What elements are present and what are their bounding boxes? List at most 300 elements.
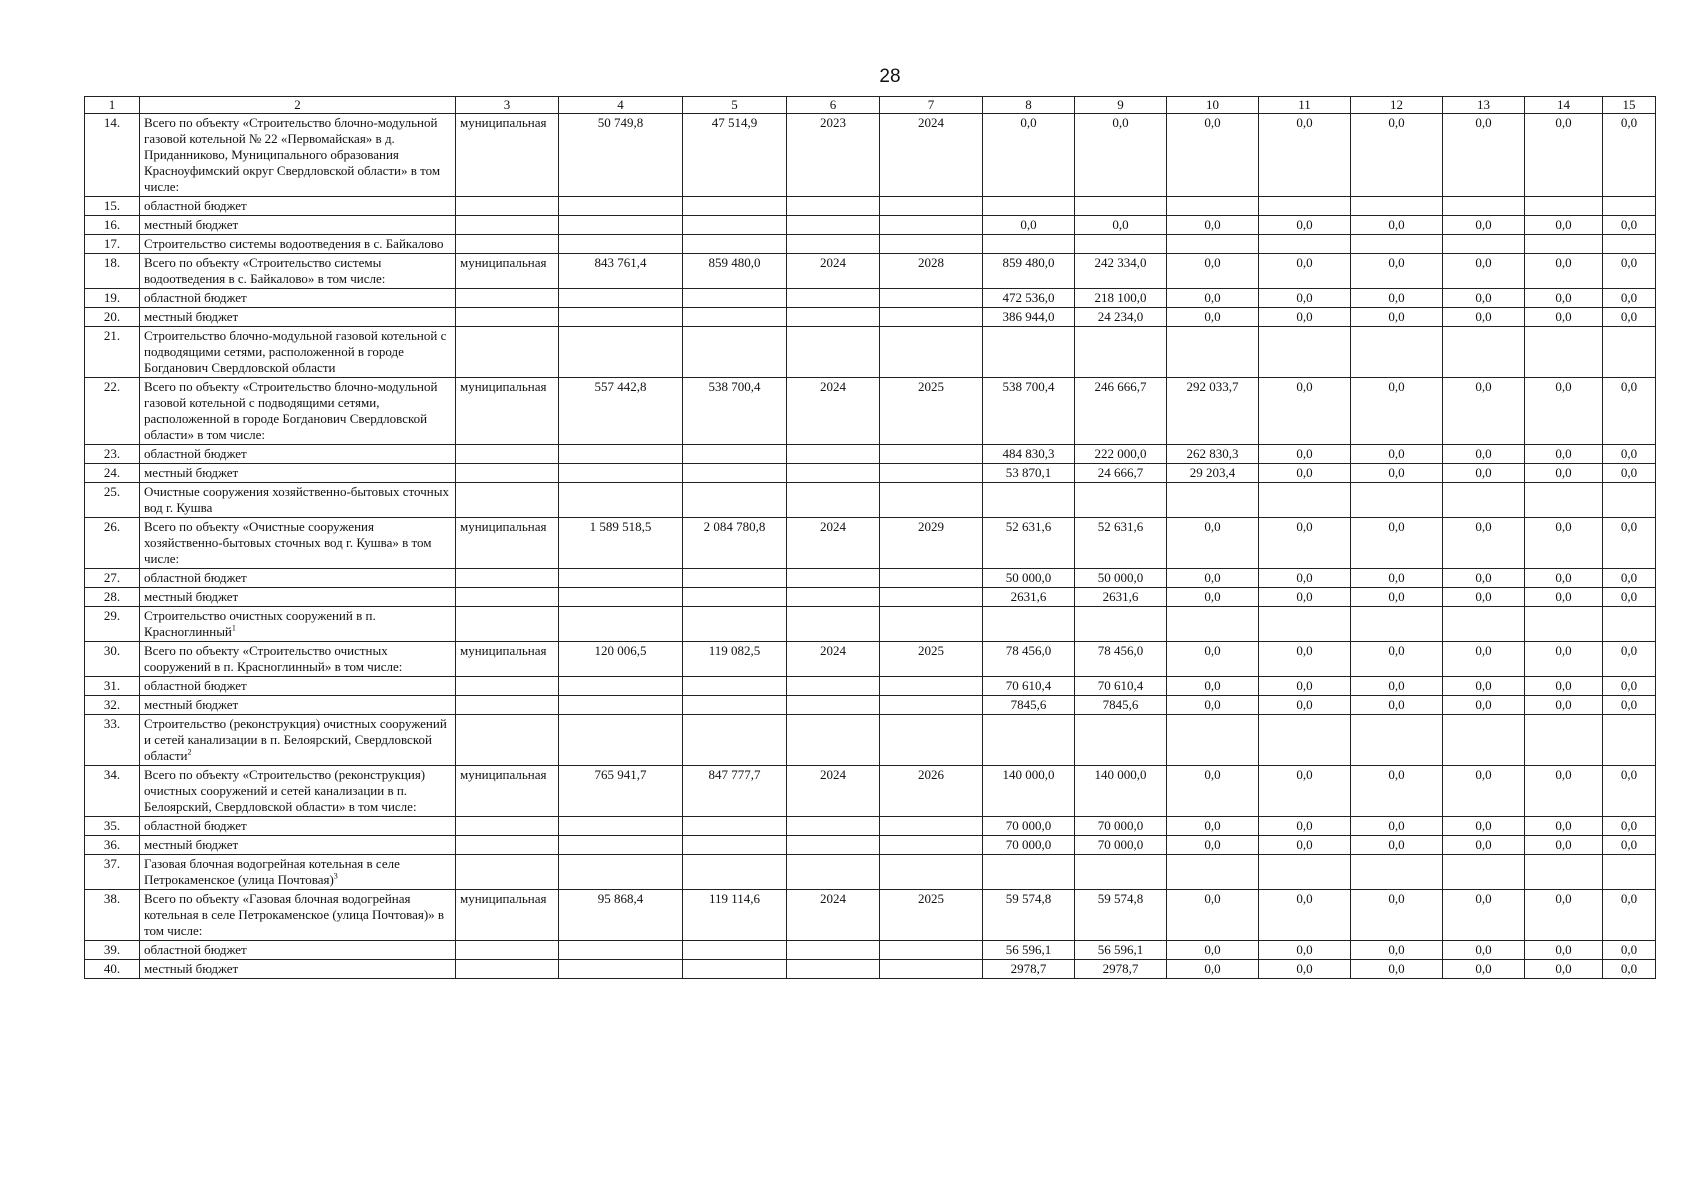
row-description bbox=[140, 483, 456, 518]
cell-col-13: 0,0 bbox=[1443, 378, 1525, 445]
cell-col-5 bbox=[683, 677, 787, 696]
cell-col-15: 0,0 bbox=[1603, 308, 1656, 327]
cell-col-7 bbox=[880, 483, 983, 518]
cell-col-7 bbox=[880, 588, 983, 607]
table-row bbox=[85, 766, 1656, 817]
cell-col-8 bbox=[983, 855, 1075, 890]
table-body bbox=[85, 114, 1656, 979]
row-description bbox=[140, 114, 456, 197]
column-number: 11 bbox=[1259, 97, 1351, 114]
row-number: 25. bbox=[85, 483, 140, 518]
cell-col-15: 0,0 bbox=[1603, 941, 1656, 960]
row-description-text: областной бюджет bbox=[144, 446, 247, 461]
row-description bbox=[140, 216, 456, 235]
cell-col-9 bbox=[1075, 483, 1167, 518]
cell-col-8: 2978,7 bbox=[983, 960, 1075, 979]
row-description-text: Всего по объекту «Очистные сооружения хозяйственно-бытовых сточных вод г. Кушва» в том числе: bbox=[144, 519, 432, 566]
cell-col-10: 0,0 bbox=[1167, 960, 1259, 979]
cell-col-13: 0,0 bbox=[1443, 817, 1525, 836]
cell-col-11 bbox=[1259, 327, 1351, 378]
cell-col-10 bbox=[1167, 715, 1259, 766]
cell-col-13: 0,0 bbox=[1443, 308, 1525, 327]
cell-col-11: 0,0 bbox=[1259, 696, 1351, 715]
cell-col-7: 2029 bbox=[880, 518, 983, 569]
cell-col-7 bbox=[880, 941, 983, 960]
cell-col-4 bbox=[559, 715, 683, 766]
cell-col-11: 0,0 bbox=[1259, 677, 1351, 696]
cell-col-7 bbox=[880, 855, 983, 890]
row-description bbox=[140, 836, 456, 855]
row-number: 22. bbox=[85, 378, 140, 445]
row-number: 39. bbox=[85, 941, 140, 960]
cell-col-9: 7845,6 bbox=[1075, 696, 1167, 715]
cell-col-6 bbox=[787, 445, 880, 464]
cell-col-14 bbox=[1525, 607, 1603, 642]
cell-col-4 bbox=[559, 960, 683, 979]
cell-col-10: 262 830,3 bbox=[1167, 445, 1259, 464]
cell-col-11 bbox=[1259, 483, 1351, 518]
cell-col-8: 56 596,1 bbox=[983, 941, 1075, 960]
cell-col-9: 242 334,0 bbox=[1075, 254, 1167, 289]
cell-col-10: 0,0 bbox=[1167, 308, 1259, 327]
cell-col-7 bbox=[880, 308, 983, 327]
row-description bbox=[140, 642, 456, 677]
cell-col-15: 0,0 bbox=[1603, 445, 1656, 464]
table-row bbox=[85, 378, 1656, 445]
cell-col-4: 120 006,5 bbox=[559, 642, 683, 677]
cell-col-15: 0,0 bbox=[1603, 642, 1656, 677]
cell-col-8: 59 574,8 bbox=[983, 890, 1075, 941]
column-number-row bbox=[85, 97, 1656, 114]
table-row bbox=[85, 642, 1656, 677]
cell-col-11: 0,0 bbox=[1259, 216, 1351, 235]
cell-col-8: 386 944,0 bbox=[983, 308, 1075, 327]
cell-col-13: 0,0 bbox=[1443, 836, 1525, 855]
cell-col-11: 0,0 bbox=[1259, 518, 1351, 569]
cell-col-4 bbox=[559, 855, 683, 890]
cell-col-7 bbox=[880, 715, 983, 766]
cell-col-6 bbox=[787, 715, 880, 766]
cell-col-13 bbox=[1443, 855, 1525, 890]
cell-col-13: 0,0 bbox=[1443, 289, 1525, 308]
cell-col-5 bbox=[683, 445, 787, 464]
cell-col-15: 0,0 bbox=[1603, 817, 1656, 836]
row-description bbox=[140, 960, 456, 979]
cell-col-9 bbox=[1075, 855, 1167, 890]
cell-col-4: 557 442,8 bbox=[559, 378, 683, 445]
budget-table bbox=[84, 96, 1656, 979]
cell-col-8: 53 870,1 bbox=[983, 464, 1075, 483]
cell-col-11 bbox=[1259, 235, 1351, 254]
row-number: 30. bbox=[85, 642, 140, 677]
cell-col-14 bbox=[1525, 235, 1603, 254]
cell-col-13: 0,0 bbox=[1443, 588, 1525, 607]
cell-col-15: 0,0 bbox=[1603, 569, 1656, 588]
cell-col-6 bbox=[787, 836, 880, 855]
cell-col-4 bbox=[559, 464, 683, 483]
cell-col-14 bbox=[1525, 715, 1603, 766]
cell-col-12: 0,0 bbox=[1351, 960, 1443, 979]
table-row bbox=[85, 308, 1656, 327]
cell-col-6 bbox=[787, 817, 880, 836]
table-row bbox=[85, 836, 1656, 855]
cell-col-15: 0,0 bbox=[1603, 677, 1656, 696]
cell-col-8: 859 480,0 bbox=[983, 254, 1075, 289]
cell-col-15: 0,0 bbox=[1603, 114, 1656, 197]
cell-col-3 bbox=[456, 817, 559, 836]
cell-col-11 bbox=[1259, 197, 1351, 216]
cell-col-4 bbox=[559, 607, 683, 642]
cell-col-3: муниципальная bbox=[456, 114, 559, 197]
cell-col-4: 95 868,4 bbox=[559, 890, 683, 941]
row-number: 38. bbox=[85, 890, 140, 941]
cell-col-3 bbox=[456, 696, 559, 715]
cell-col-5 bbox=[683, 569, 787, 588]
cell-col-9: 70 000,0 bbox=[1075, 817, 1167, 836]
cell-col-14: 0,0 bbox=[1525, 518, 1603, 569]
cell-col-14: 0,0 bbox=[1525, 588, 1603, 607]
cell-col-12: 0,0 bbox=[1351, 114, 1443, 197]
cell-col-15: 0,0 bbox=[1603, 518, 1656, 569]
cell-col-15 bbox=[1603, 483, 1656, 518]
cell-col-13: 0,0 bbox=[1443, 766, 1525, 817]
cell-col-8: 70 000,0 bbox=[983, 836, 1075, 855]
cell-col-8 bbox=[983, 197, 1075, 216]
cell-col-4 bbox=[559, 197, 683, 216]
table-row bbox=[85, 941, 1656, 960]
cell-col-3 bbox=[456, 445, 559, 464]
cell-col-11 bbox=[1259, 607, 1351, 642]
cell-col-13 bbox=[1443, 197, 1525, 216]
row-number: 35. bbox=[85, 817, 140, 836]
row-number: 28. bbox=[85, 588, 140, 607]
cell-col-12: 0,0 bbox=[1351, 445, 1443, 464]
cell-col-11: 0,0 bbox=[1259, 642, 1351, 677]
cell-col-7 bbox=[880, 289, 983, 308]
cell-col-14: 0,0 bbox=[1525, 464, 1603, 483]
cell-col-13: 0,0 bbox=[1443, 464, 1525, 483]
cell-col-10: 0,0 bbox=[1167, 696, 1259, 715]
table-row bbox=[85, 715, 1656, 766]
cell-col-5 bbox=[683, 327, 787, 378]
cell-col-8: 472 536,0 bbox=[983, 289, 1075, 308]
row-number: 24. bbox=[85, 464, 140, 483]
cell-col-4 bbox=[559, 817, 683, 836]
row-description bbox=[140, 327, 456, 378]
cell-col-11: 0,0 bbox=[1259, 890, 1351, 941]
cell-col-3: муниципальная bbox=[456, 378, 559, 445]
cell-col-12: 0,0 bbox=[1351, 308, 1443, 327]
column-number: 14 bbox=[1525, 97, 1603, 114]
cell-col-7 bbox=[880, 607, 983, 642]
cell-col-10: 0,0 bbox=[1167, 569, 1259, 588]
cell-col-9: 2631,6 bbox=[1075, 588, 1167, 607]
row-number: 40. bbox=[85, 960, 140, 979]
table-row bbox=[85, 197, 1656, 216]
row-description-text: Очистные сооружения хозяйственно-бытовых сточных вод г. Кушва bbox=[144, 484, 449, 515]
cell-col-12 bbox=[1351, 715, 1443, 766]
cell-col-15 bbox=[1603, 327, 1656, 378]
row-description-text: местный бюджет bbox=[144, 837, 239, 852]
cell-col-11: 0,0 bbox=[1259, 836, 1351, 855]
cell-col-10: 0,0 bbox=[1167, 941, 1259, 960]
cell-col-11: 0,0 bbox=[1259, 960, 1351, 979]
cell-col-3 bbox=[456, 960, 559, 979]
cell-col-7 bbox=[880, 216, 983, 235]
cell-col-3 bbox=[456, 197, 559, 216]
table-row bbox=[85, 696, 1656, 715]
cell-col-12: 0,0 bbox=[1351, 941, 1443, 960]
cell-col-11: 0,0 bbox=[1259, 114, 1351, 197]
cell-col-10 bbox=[1167, 483, 1259, 518]
cell-col-15: 0,0 bbox=[1603, 289, 1656, 308]
row-description bbox=[140, 817, 456, 836]
cell-col-9 bbox=[1075, 715, 1167, 766]
cell-col-14: 0,0 bbox=[1525, 836, 1603, 855]
cell-col-11: 0,0 bbox=[1259, 378, 1351, 445]
cell-col-4 bbox=[559, 445, 683, 464]
cell-col-5 bbox=[683, 464, 787, 483]
cell-col-14: 0,0 bbox=[1525, 677, 1603, 696]
cell-col-10: 0,0 bbox=[1167, 216, 1259, 235]
column-number: 3 bbox=[456, 97, 559, 114]
cell-col-4 bbox=[559, 235, 683, 254]
cell-col-13: 0,0 bbox=[1443, 941, 1525, 960]
cell-col-5 bbox=[683, 289, 787, 308]
cell-col-11: 0,0 bbox=[1259, 941, 1351, 960]
cell-col-13 bbox=[1443, 327, 1525, 378]
cell-col-8 bbox=[983, 483, 1075, 518]
cell-col-4: 1 589 518,5 bbox=[559, 518, 683, 569]
footnote-marker: 2 bbox=[187, 747, 192, 757]
cell-col-7 bbox=[880, 817, 983, 836]
cell-col-10: 0,0 bbox=[1167, 588, 1259, 607]
row-description-text: местный бюджет bbox=[144, 465, 239, 480]
cell-col-12 bbox=[1351, 327, 1443, 378]
cell-col-9: 50 000,0 bbox=[1075, 569, 1167, 588]
cell-col-9 bbox=[1075, 197, 1167, 216]
cell-col-7 bbox=[880, 197, 983, 216]
cell-col-14: 0,0 bbox=[1525, 890, 1603, 941]
cell-col-10: 0,0 bbox=[1167, 766, 1259, 817]
cell-col-8: 50 000,0 bbox=[983, 569, 1075, 588]
cell-col-5 bbox=[683, 836, 787, 855]
cell-col-8: 70 610,4 bbox=[983, 677, 1075, 696]
cell-col-10 bbox=[1167, 197, 1259, 216]
cell-col-11: 0,0 bbox=[1259, 254, 1351, 289]
cell-col-12: 0,0 bbox=[1351, 677, 1443, 696]
cell-col-14: 0,0 bbox=[1525, 817, 1603, 836]
cell-col-4: 765 941,7 bbox=[559, 766, 683, 817]
column-number: 15 bbox=[1603, 97, 1656, 114]
column-number: 8 bbox=[983, 97, 1075, 114]
cell-col-5 bbox=[683, 941, 787, 960]
cell-col-6 bbox=[787, 960, 880, 979]
cell-col-9 bbox=[1075, 327, 1167, 378]
column-number: 7 bbox=[880, 97, 983, 114]
cell-col-6 bbox=[787, 855, 880, 890]
cell-col-4 bbox=[559, 677, 683, 696]
cell-col-5 bbox=[683, 235, 787, 254]
cell-col-8: 0,0 bbox=[983, 216, 1075, 235]
table-row bbox=[85, 960, 1656, 979]
cell-col-15 bbox=[1603, 235, 1656, 254]
cell-col-5 bbox=[683, 607, 787, 642]
row-description-text: областной бюджет bbox=[144, 570, 247, 585]
cell-col-7 bbox=[880, 464, 983, 483]
cell-col-13: 0,0 bbox=[1443, 960, 1525, 979]
cell-col-11: 0,0 bbox=[1259, 445, 1351, 464]
row-number: 15. bbox=[85, 197, 140, 216]
cell-col-7 bbox=[880, 327, 983, 378]
cell-col-11 bbox=[1259, 715, 1351, 766]
cell-col-8: 0,0 bbox=[983, 114, 1075, 197]
cell-col-6 bbox=[787, 308, 880, 327]
row-number: 36. bbox=[85, 836, 140, 855]
row-description-text: местный бюджет bbox=[144, 309, 239, 324]
cell-col-3 bbox=[456, 677, 559, 696]
cell-col-4 bbox=[559, 836, 683, 855]
cell-col-7 bbox=[880, 836, 983, 855]
row-description-text: областной бюджет bbox=[144, 198, 247, 213]
row-description-text: Всего по объекту «Газовая блочная водогрейная котельная в селе Петрокаменское (улица Почтовая)» в том числе: bbox=[144, 891, 445, 938]
row-description bbox=[140, 588, 456, 607]
column-number: 1 bbox=[85, 97, 140, 114]
row-description-text: местный бюджет bbox=[144, 589, 239, 604]
cell-col-3 bbox=[456, 289, 559, 308]
cell-col-3 bbox=[456, 308, 559, 327]
table-row bbox=[85, 569, 1656, 588]
cell-col-14: 0,0 bbox=[1525, 378, 1603, 445]
row-description-text: Всего по объекту «Строительство блочно-модульной газовой котельной с подводящими сетями, расположенной в городе Богданович Свердловской области» в том числе: bbox=[144, 379, 438, 442]
row-number: 23. bbox=[85, 445, 140, 464]
cell-col-3 bbox=[456, 216, 559, 235]
cell-col-8: 7845,6 bbox=[983, 696, 1075, 715]
cell-col-9: 70 610,4 bbox=[1075, 677, 1167, 696]
row-description-text: Строительство очистных сооружений в п. Красноглинный bbox=[144, 608, 376, 639]
cell-col-3 bbox=[456, 607, 559, 642]
cell-col-9: 222 000,0 bbox=[1075, 445, 1167, 464]
cell-col-14: 0,0 bbox=[1525, 960, 1603, 979]
cell-col-12: 0,0 bbox=[1351, 766, 1443, 817]
cell-col-5: 119 114,6 bbox=[683, 890, 787, 941]
cell-col-15: 0,0 bbox=[1603, 216, 1656, 235]
page-number: 28 bbox=[879, 66, 901, 87]
cell-col-13: 0,0 bbox=[1443, 569, 1525, 588]
cell-col-9: 56 596,1 bbox=[1075, 941, 1167, 960]
cell-col-11: 0,0 bbox=[1259, 308, 1351, 327]
cell-col-9 bbox=[1075, 607, 1167, 642]
cell-col-5: 538 700,4 bbox=[683, 378, 787, 445]
cell-col-8 bbox=[983, 235, 1075, 254]
cell-col-7: 2028 bbox=[880, 254, 983, 289]
column-number: 5 bbox=[683, 97, 787, 114]
cell-col-4 bbox=[559, 327, 683, 378]
cell-col-9: 24 666,7 bbox=[1075, 464, 1167, 483]
cell-col-11: 0,0 bbox=[1259, 817, 1351, 836]
cell-col-3 bbox=[456, 235, 559, 254]
cell-col-7 bbox=[880, 677, 983, 696]
cell-col-7: 2025 bbox=[880, 642, 983, 677]
row-description bbox=[140, 855, 456, 890]
column-number: 12 bbox=[1351, 97, 1443, 114]
cell-col-5 bbox=[683, 216, 787, 235]
row-description-text: областной бюджет bbox=[144, 290, 247, 305]
cell-col-11 bbox=[1259, 855, 1351, 890]
table-row bbox=[85, 855, 1656, 890]
row-description bbox=[140, 254, 456, 289]
cell-col-5: 859 480,0 bbox=[683, 254, 787, 289]
cell-col-12: 0,0 bbox=[1351, 464, 1443, 483]
table-row bbox=[85, 235, 1656, 254]
cell-col-6 bbox=[787, 696, 880, 715]
row-description bbox=[140, 715, 456, 766]
cell-col-15 bbox=[1603, 197, 1656, 216]
cell-col-15: 0,0 bbox=[1603, 960, 1656, 979]
row-number: 32. bbox=[85, 696, 140, 715]
cell-col-10: 0,0 bbox=[1167, 677, 1259, 696]
row-description bbox=[140, 235, 456, 254]
row-number: 27. bbox=[85, 569, 140, 588]
cell-col-12: 0,0 bbox=[1351, 216, 1443, 235]
row-description bbox=[140, 677, 456, 696]
row-description bbox=[140, 289, 456, 308]
cell-col-8: 2631,6 bbox=[983, 588, 1075, 607]
cell-col-6 bbox=[787, 216, 880, 235]
cell-col-15: 0,0 bbox=[1603, 378, 1656, 445]
cell-col-3: муниципальная bbox=[456, 518, 559, 569]
cell-col-11: 0,0 bbox=[1259, 766, 1351, 817]
cell-col-14 bbox=[1525, 483, 1603, 518]
cell-col-7 bbox=[880, 960, 983, 979]
cell-col-11: 0,0 bbox=[1259, 464, 1351, 483]
cell-col-15: 0,0 bbox=[1603, 766, 1656, 817]
cell-col-9: 59 574,8 bbox=[1075, 890, 1167, 941]
table-row bbox=[85, 445, 1656, 464]
cell-col-8 bbox=[983, 715, 1075, 766]
cell-col-9 bbox=[1075, 235, 1167, 254]
cell-col-15 bbox=[1603, 715, 1656, 766]
row-description bbox=[140, 941, 456, 960]
cell-col-13 bbox=[1443, 607, 1525, 642]
row-description-text: местный бюджет bbox=[144, 217, 239, 232]
cell-col-6 bbox=[787, 607, 880, 642]
cell-col-12: 0,0 bbox=[1351, 890, 1443, 941]
cell-col-10: 0,0 bbox=[1167, 642, 1259, 677]
cell-col-6 bbox=[787, 327, 880, 378]
cell-col-8: 538 700,4 bbox=[983, 378, 1075, 445]
row-number: 34. bbox=[85, 766, 140, 817]
table-row bbox=[85, 327, 1656, 378]
row-description-text: областной бюджет bbox=[144, 818, 247, 833]
table-row bbox=[85, 216, 1656, 235]
cell-col-8: 484 830,3 bbox=[983, 445, 1075, 464]
cell-col-12: 0,0 bbox=[1351, 817, 1443, 836]
cell-col-9: 218 100,0 bbox=[1075, 289, 1167, 308]
cell-col-6 bbox=[787, 464, 880, 483]
cell-col-14: 0,0 bbox=[1525, 569, 1603, 588]
table-row bbox=[85, 254, 1656, 289]
row-description-text: Строительство блочно-модульной газовой котельной с подводящими сетями, расположенной в городе Богданович Свердловской области bbox=[144, 328, 447, 375]
cell-col-8: 52 631,6 bbox=[983, 518, 1075, 569]
cell-col-15: 0,0 bbox=[1603, 696, 1656, 715]
cell-col-10: 0,0 bbox=[1167, 254, 1259, 289]
cell-col-3: муниципальная bbox=[456, 890, 559, 941]
cell-col-10: 0,0 bbox=[1167, 890, 1259, 941]
row-number: 20. bbox=[85, 308, 140, 327]
cell-col-13: 0,0 bbox=[1443, 518, 1525, 569]
row-number: 37. bbox=[85, 855, 140, 890]
